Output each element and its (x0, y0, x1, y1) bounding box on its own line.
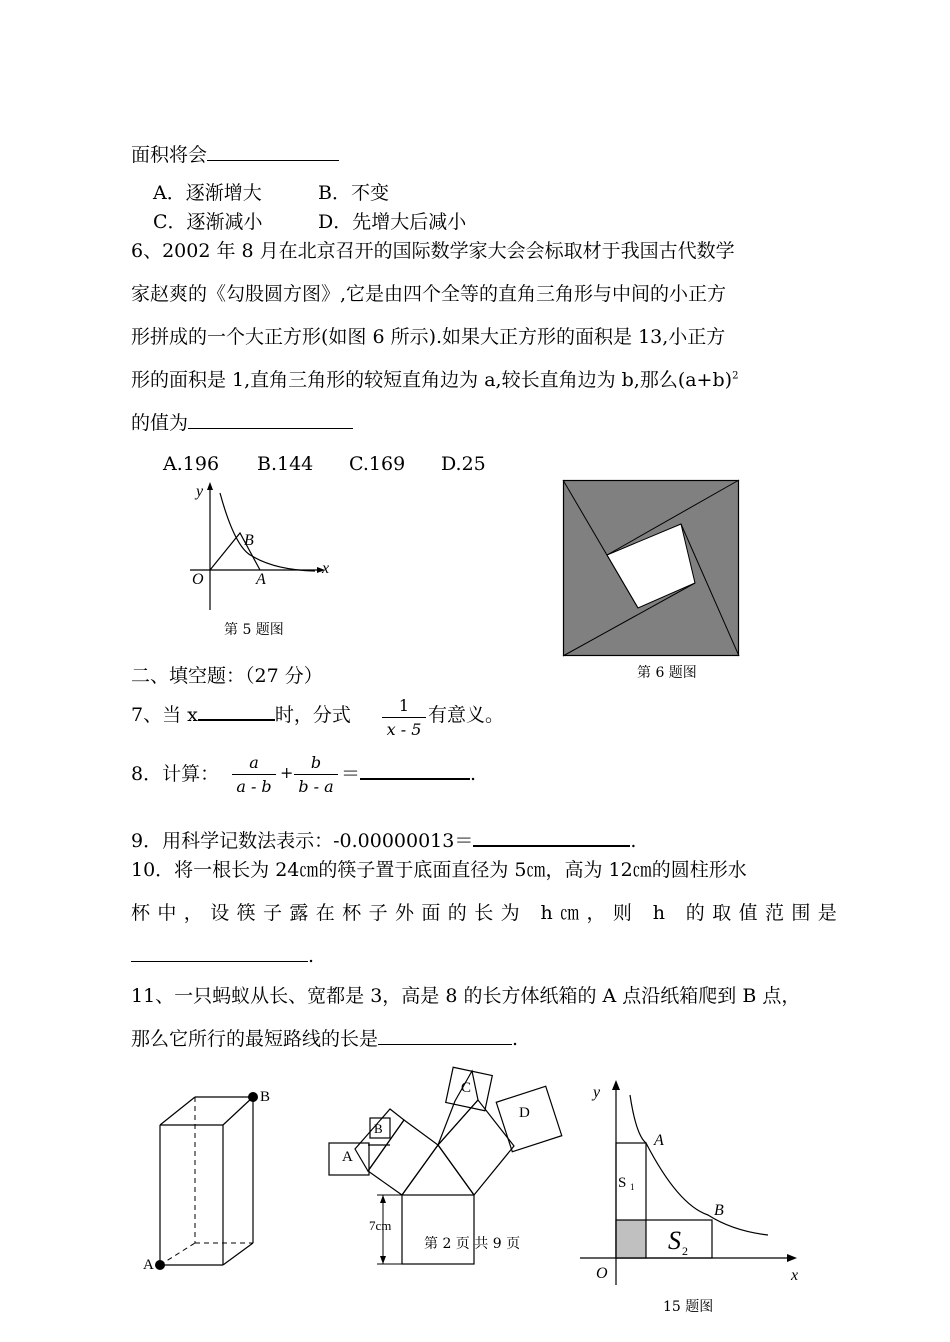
q10-line2: 杯中，设筷子露在杯子外面的长为 h㎝，则 h 的取值范围是 (131, 902, 845, 924)
option-b: B．不变 (318, 182, 389, 204)
q10-line3 (131, 947, 314, 966)
q11-line1: 11、一只蚂蚁从长、宽都是 3，高是 8 的长方体纸箱的 A 点沿纸箱爬到 B 点， (131, 985, 801, 1007)
period: . (512, 1028, 519, 1050)
point-b-label: B (714, 1202, 724, 1219)
fraction-bar (294, 774, 338, 775)
option-d: D．先增大后减小 (318, 211, 467, 233)
answer-blank[interactable] (198, 719, 275, 721)
fraction-denominator: a - b (236, 777, 272, 796)
length-label: 7cm (369, 1218, 392, 1233)
superscript: 2 (732, 370, 739, 382)
point-b-label: B (244, 532, 254, 549)
figure-6 (563, 480, 739, 656)
period: . (308, 945, 315, 967)
q11-line2-text: 那么它所行的最短路线的长是 (131, 1028, 379, 1050)
answer-blank[interactable] (131, 961, 308, 962)
square-d-label: D (519, 1105, 530, 1121)
region-s2-label: S (668, 1226, 681, 1255)
answer-blank[interactable] (188, 428, 353, 429)
point-a-label: A (256, 571, 266, 588)
origin-label: O (192, 571, 204, 588)
y-axis-label: y (196, 483, 204, 500)
q9-text: 9．用科学记数法表示：-0.00000013＝ (131, 830, 474, 852)
fraction-numerator: b (310, 753, 322, 772)
option-a: A．逐渐增大 (153, 182, 262, 204)
fraction-bar (382, 717, 426, 718)
point-a-label: A (143, 1257, 154, 1273)
plus-sign: + (280, 763, 294, 782)
q5-options-row1 (153, 182, 389, 204)
point-b-label: B (260, 1089, 271, 1105)
q6-line4-text: 形的面积是 1,直角三角形的较短直角边为 a,较长直角边为 b,那么(a+b) (131, 369, 733, 391)
option-c: C.169 (349, 453, 406, 475)
square-c-label: C (461, 1080, 472, 1096)
q6-line5-text: 的值为 (131, 412, 189, 434)
q6-line3: 形拼成的一个大正方形(如图 6 所示).如果大正方形的面积是 13,小正方 (131, 326, 726, 348)
q8-fraction-2 (294, 753, 338, 796)
q7-suffix: 有意义。 (428, 704, 505, 726)
q6-options (163, 453, 486, 475)
fraction-numerator: a (249, 753, 259, 772)
region-s1-label: S (618, 1175, 627, 1191)
fraction-denominator: x - 5 (386, 720, 422, 739)
option-c: C．逐渐减小 (153, 211, 263, 233)
q6-line2: 家赵爽的《勾股圆方图》,它是由四个全等的直角三角形与中间的小正方 (131, 283, 727, 305)
q7-prefix (131, 706, 351, 725)
fraction-numerator: 1 (398, 696, 410, 715)
q8-fraction-1 (232, 753, 276, 796)
q10-line1: 10．将一根长为 24㎝的筷子置于底面直径为 5㎝，高为 12㎝的圆柱形水 (131, 859, 747, 881)
page-number: 第 2 页 共 9 页 (424, 1236, 521, 1252)
figure-6-caption: 第 6 题图 (637, 665, 697, 681)
x-axis-label: x (791, 1267, 799, 1284)
figure-15 (578, 1075, 803, 1285)
period: . (470, 763, 477, 785)
fraction-denominator: b - a (298, 777, 334, 796)
point-a-label: A (654, 1132, 664, 1149)
answer-blank[interactable] (207, 160, 339, 161)
q11-line2 (131, 1030, 518, 1049)
q6-line5 (131, 414, 353, 433)
figure-5 (180, 478, 340, 613)
figure-5-caption: 第 5 题图 (224, 622, 284, 638)
option-d: D.25 (441, 453, 486, 475)
q9 (131, 832, 636, 851)
equals-sign: ＝ (341, 763, 361, 785)
q8-equals (341, 765, 476, 784)
section-heading: 二、填空题：（27 分） (131, 665, 323, 687)
q7-prefix-text: 7、当 x (131, 704, 198, 726)
q6-line4 (131, 371, 738, 390)
answer-blank[interactable] (360, 778, 470, 780)
period: . (630, 830, 637, 852)
x-axis-label: x (322, 560, 330, 577)
option-a: A.196 (163, 453, 220, 475)
q5-tail (131, 146, 339, 165)
origin-label: O (596, 1265, 608, 1282)
q7-mid-text: 时，分式 (274, 704, 351, 726)
region-s2-subscript: 2 (682, 1244, 688, 1258)
box-figure (140, 1085, 280, 1280)
answer-blank[interactable] (473, 845, 630, 847)
q7-fraction (382, 696, 426, 739)
y-axis-label: y (593, 1084, 601, 1101)
square-a-label: A (342, 1149, 353, 1165)
q5-tail-text: 面积将会 (131, 144, 208, 166)
q8-prefix: 8．计算： (131, 763, 220, 785)
square-b-label: B (374, 1121, 383, 1136)
option-b: B.144 (257, 453, 314, 475)
region-s1-subscript: 1 (630, 1182, 635, 1192)
fraction-bar (232, 774, 276, 775)
answer-blank[interactable] (378, 1044, 512, 1045)
figure-15-caption: 15 题图 (663, 1299, 714, 1315)
q6-line1: 6、2002 年 8 月在北京召开的国际数学家大会会标取材于我国古代数学 (131, 240, 735, 262)
q5-options-row2 (153, 211, 467, 233)
